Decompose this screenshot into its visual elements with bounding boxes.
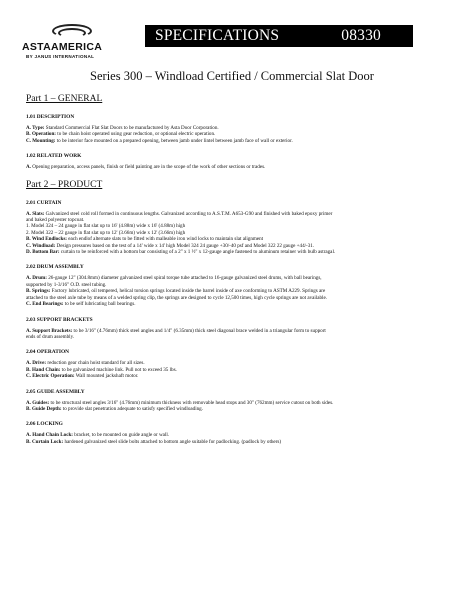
section-heading: 2.01 CURTAIN: [26, 199, 62, 206]
section-heading: 2.05 GUIDE ASSEMBLY: [26, 388, 85, 395]
brand-name: ASTAAMERICA: [22, 41, 103, 53]
spec-list-item: 2. Model 322 – 22 gauge in flat slat up to 12' (3.66m) wide x 12' (3.66m) high: [26, 229, 186, 236]
part-2-heading: Part 2 – PRODUCT: [26, 179, 103, 190]
section-2-01: [26, 200, 446, 256]
spec-item: A. Hand Chain Lock: bracket, to be mounted on guide angle or wall.: [26, 432, 170, 439]
section-2-06: [26, 421, 446, 445]
spec-item: B. Hand Chain: to be galvanized machine link. Pull not to exceed 35 lbs.: [26, 366, 177, 373]
spec-item-cont: supported by 1-3/16" O.D. steel tubing.: [26, 281, 107, 288]
section-heading: 1.01 DESCRIPTION: [26, 114, 75, 120]
specifications-bar: [145, 25, 413, 47]
spec-item: C. Windload: Design pressures based on the test of a 14' wide x 14' high Model 324 24 gauge +30/-40 psf and Model 322 22 gauge +44/-31.: [26, 242, 315, 249]
arch-logo-icon: [42, 22, 106, 40]
spec-item-cont: and baked polyester topcoat.: [26, 217, 85, 224]
specifications-label: SPECIFICATIONS: [155, 27, 280, 44]
spec-item: B. Operation: to be chain hoist operated using gear reduction, or optional electric operation.: [26, 131, 216, 138]
spec-item: A. Slats: Galvanized steel cold roll formed in continuous lengths. Galvanized according to A.S.T.M. A653-G90 and finished with baked epoxy primer: [26, 210, 333, 217]
section-number: 08330: [341, 27, 381, 44]
spec-item: A. Opening preparation, access panels, finish or field painting are in the scope of the work of other sections or trades.: [26, 164, 266, 171]
spec-item: A. Drive: reduction gear chain hoist standard for all sizes.: [26, 360, 145, 367]
section-1-01: [26, 114, 446, 144]
section-heading: 2.03 SUPPORT BRACKETS: [26, 316, 93, 323]
spec-item: B. Springs: Factory lubricated, oil tempered, helical torsion springs located inside the barrel inside of axe conforming to ASTM A229. Springs are: [26, 288, 326, 295]
spec-item: C. Mounting: to be interior face mounted on a prepared opening, between jamb under lintel between jamb face of wall or exterior.: [26, 137, 293, 144]
part-1-heading: Part 1 – GENERAL: [26, 94, 103, 104]
brand-subtitle: BY JANUS INTERNATIONAL: [26, 54, 95, 59]
spec-item: D. Bottom Bar: curtain to be reinforced with a bottom bar consisting of a 2" x 1 ½" x 12-gauge angle fastened to aluminum retainer with bulb astragal.: [26, 249, 336, 256]
spec-item: A. Drum: 26-gauge 12" (304.8mm) diameter galvanized steel spiral torque tube attached to 16-gauge galvanized steel drums, with ball bearings,: [26, 275, 322, 282]
section-1-02: [26, 153, 446, 170]
document-title: Series 300 – Windload Certified / Commercial Slat Door: [90, 69, 374, 83]
spec-item-cont: ends of drum assembly.: [26, 333, 75, 340]
section-heading: 2.02 DRUM ASSEMBLY: [26, 264, 84, 271]
spec-item: A. Type: Standard Commercial Flat Slat Doors to be manufactured by Asta Door Corporation.: [26, 125, 219, 131]
section-2-04: [26, 349, 446, 379]
spec-list-item: 1. Model 324 – 24 gauge in flat slat up to 16' (4.88m) wide x 16' (4.88m) high: [26, 223, 186, 230]
spec-item: A. Guides: to be structural steel angles 3/16" (4.76mm) minimum thickness with removable head stops and 30" (762mm) service cutout on both sides.: [26, 399, 334, 406]
section-2-05: [26, 389, 446, 413]
spec-item: B. Wind Endlocks: each endlof alternate slats to be fitted with malleable iron wind locks to maintain slat alignment: [26, 236, 264, 243]
section-heading: 1.02 RELATED WORK: [26, 153, 82, 160]
company-logo: [22, 22, 132, 59]
document-body: [26, 94, 446, 454]
spec-item-cont: attached to the steel axle tube by means of a welded spring clip, the springs are designed to cycle 12,500 times, high cycle springs are not available.: [26, 294, 328, 301]
spec-item: C. End Bearings: to be self lubricating ball bearings.: [26, 301, 136, 308]
spec-item: B. Guide Depth: to provide slat penetration adequate to satisfy specified windloading.: [26, 405, 203, 412]
section-heading: 2.04 OPERATION: [26, 349, 70, 356]
spec-item: C. Electric Operation: Wall mounted jackshaft motor.: [26, 373, 139, 380]
spec-item: A. Support Brackets: to be 3/16" (4.76mm) thick steel angles and 1/4" (6.35mm) thick steel diagonal brace welded in a triangular form to support: [26, 327, 326, 334]
header: [0, 0, 464, 70]
spec-item: B. Curtain Lock: hardened galvanized steel slide bolts attached to bottom angle suitable for padlocking. (padlock by others): [26, 438, 282, 445]
section-2-02: [26, 264, 446, 307]
section-heading: 2.06 LOCKING: [26, 421, 63, 428]
section-2-03: [26, 317, 446, 341]
